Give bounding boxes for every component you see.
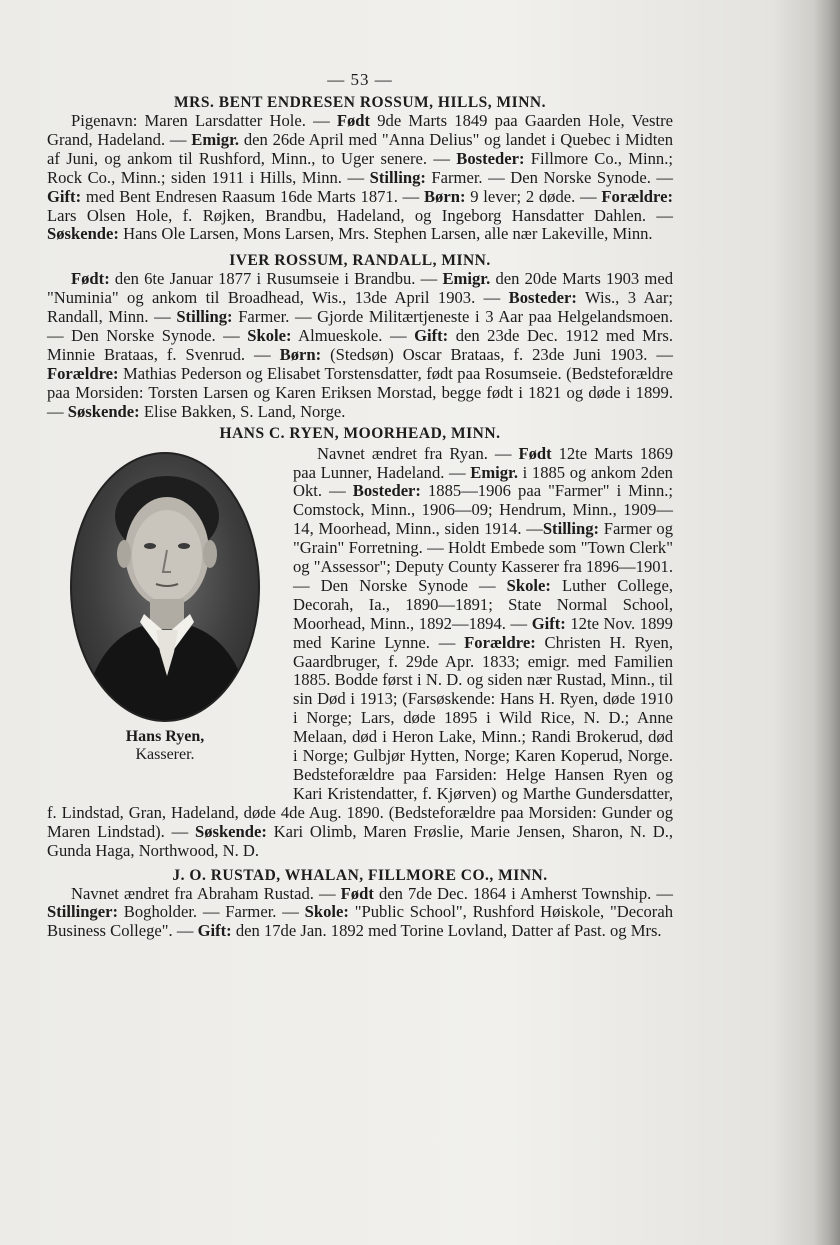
- entry-text-segment: 12te Marts 1869 paa Lunner, Hadeland. —: [293, 443, 673, 482]
- entry-text-segment: den 17de Jan. 1892 med Torine Lovland, Datter af Past. og Mrs.: [231, 921, 662, 941]
- entry-with-photo: [47, 445, 673, 861]
- field-label: Stilling:: [176, 307, 233, 327]
- field-label: Forældre:: [464, 632, 536, 652]
- entry-text: [47, 270, 673, 421]
- field-label: Søskende:: [47, 224, 119, 244]
- entry-text: [47, 112, 673, 244]
- entry-text-segment: i 1885 og ankom 2den Okt. —: [293, 462, 673, 501]
- entry-text-segment: Navnet ændret fra Ryan. —: [317, 443, 519, 463]
- field-label: Gift:: [47, 186, 82, 206]
- portrait-figure: [47, 448, 283, 793]
- field-label: Stilling:: [369, 167, 426, 187]
- field-label: Født: [340, 883, 374, 903]
- entry-text-segment: Wis., 3 Aar; Randall, Minn. —: [47, 288, 674, 327]
- entry-text-segment: (Stedsøn) Oscar Brataas, f. 23de Juni 1903. —: [321, 344, 673, 364]
- entry-text-segment: Mathias Pederson og Elisabet Torstensdatter, født paa Rosumseie. (Bedsteforældre paa Morsiden: Torsten Larsen og Karen Eriksen Morstad, begge født i 1821 og døde i 1899. —: [47, 363, 673, 421]
- entry-text-segment: den 26de April med "Anna Delius" og landet i Quebec i Midten af Juni, og ankom til Rushford, Minn., to Uger senere. —: [47, 129, 673, 168]
- entry-text-segment: Kari Olimb, Maren Frøslie, Marie Jensen, Sharon, N. D., Gunda Haga, Northwood, N. D.: [47, 821, 674, 860]
- entry-heading: J. O. RUSTAD, WHALAN, FILLMORE CO., MINN.: [172, 866, 548, 884]
- entry-text: [47, 885, 673, 942]
- book-binding-shadow: [814, 0, 840, 1245]
- field-label: Bosteder:: [352, 481, 421, 501]
- portrait-illustration: [72, 454, 258, 720]
- entry-text-segment: med Bent Endresen Raasum 16de Marts 1871. —: [81, 186, 424, 206]
- entry-text-segment: Lars Olsen Hole, f. Røjken, Brandbu, Hadeland, og Ingeborg Hansdatter Dahlen. —: [47, 205, 673, 225]
- field-label: Født:: [71, 269, 110, 289]
- photo-caption-name: Hans Ryen,: [125, 727, 205, 745]
- entry-heading: HANS C. RYEN, MOORHEAD, MINN.: [219, 424, 501, 442]
- field-label: Gift:: [414, 326, 449, 346]
- entry-text-segment: den 23de Dec. 1912 med Mrs. Minnie Brataas, f. Svenrud. —: [47, 326, 673, 364]
- entry-text-segment: Luther College, Decorah, Ia., 1890—1891; State Normal School, Moorhead, Minn., 1892—1894. —: [293, 575, 673, 633]
- entry-text-segment: Christen H. Ryen, Gaardbruger, f. 29de Apr. 1833; emigr. med Familien 1885. Bodde først i N. D. og siden nær Rustad, Minn., til sin Død i 1913; (Farsøskende: Hans H. Ryen, døde 1910 i Norge; Lars, døde 1895 i Wild Rice, N. D.; Anne Melaan, død i Heron Lake, Minn.; Randi Brokerud, død i Norge; Gulbjør Hytten, Norge; Karen Koperud, Norge. Bedsteforældre paa Farsiden: Helge Hansen Ryen og Kari Kristendatter, f. Kjørven) og Marthe Gundersdatter, f. Lindstad, Gran, Hadeland, døde 4de Aug. 1890. (Bedsteforældre paa Morsiden: Gunder og Maren Lindstad). —: [47, 632, 673, 841]
- field-label: Stilling:: [542, 519, 600, 539]
- field-label: Gift:: [197, 921, 232, 941]
- field-label: Forældre:: [601, 186, 673, 206]
- entry-text-segment: Pigenavn: Maren Larsdatter Hole. —: [71, 111, 337, 130]
- entry-text-segment: 9de Marts 1849 paa Gaarden Hole, Vestre Grand, Hadeland. —: [47, 111, 673, 149]
- entry-text-segment: Almueskole. —: [291, 326, 415, 346]
- field-label: Stillinger:: [47, 902, 118, 922]
- field-label: Skole:: [506, 575, 551, 595]
- field-label: Forældre:: [47, 363, 119, 383]
- field-label: Børn:: [423, 186, 466, 206]
- field-label: Bosteder:: [456, 148, 525, 168]
- field-label: Emigr.: [191, 129, 240, 149]
- entry-text-segment: den 20de Marts 1903 med "Numinia" og ankom til Broadhead, Wis., 13de April 1903. —: [47, 269, 673, 308]
- entry-text-segment: 12te Nov. 1899 med Karine Lynne. —: [293, 613, 673, 652]
- photo-caption-title: Kasserer.: [135, 745, 195, 763]
- field-label: Skole:: [247, 326, 292, 346]
- entry-text-segment: Farmer. — Gjorde Militærtjeneste i 3 Aar paa Helgelandsmoen. — Den Norske Synode. —: [47, 307, 673, 346]
- entry-text-segment: "Public School", Rushford Høiskole, "Decorah Business College". —: [47, 902, 673, 941]
- portrait-photo: [70, 452, 260, 722]
- field-label: Skole:: [304, 902, 349, 922]
- field-label: Emigr.: [442, 269, 491, 289]
- field-label: Søskende:: [67, 401, 140, 421]
- entry-heading: MRS. BENT ENDRESEN ROSSUM, HILLS, MINN.: [174, 94, 546, 111]
- entry-text-segment: Navnet ændret fra Abraham Rustad. —: [71, 883, 341, 903]
- page-number: — 53 —: [327, 70, 393, 89]
- entry-text-segment: Farmer og "Grain" Forretning. — Holdt Embede som "Town Clerk" og "Assessor"; Deputy County Kasserer fra 1896—1901. — Den Norske Synode —: [293, 519, 673, 595]
- entry-text-segment: Hans Ole Larsen, Mons Larsen, Mrs. Stephen Larsen, alle nær Lakeville, Minn.: [118, 224, 653, 244]
- entry-text-segment: Bogholder. — Farmer. —: [117, 902, 305, 922]
- field-label: Emigr.: [470, 462, 519, 482]
- field-label: Født: [336, 111, 371, 130]
- entry-heading: IVER ROSSUM, RANDALL, MINN.: [229, 252, 491, 270]
- field-label: Gift:: [531, 613, 566, 633]
- field-label: Søskende:: [194, 821, 267, 841]
- page-content: [47, 70, 673, 941]
- entry-text-segment: Farmer. — Den Norske Synode. —: [425, 167, 673, 187]
- field-label: Børn:: [279, 344, 322, 364]
- entry-text-segment: den 6te Januar 1877 i Rusumseie i Brandbu. —: [109, 269, 443, 289]
- entry-text-segment: Elise Bakken, S. Land, Norge.: [139, 401, 346, 421]
- field-label: Født: [518, 443, 552, 463]
- entry-text-segment: 9 lever; 2 døde. —: [465, 186, 602, 206]
- field-label: Bosteder:: [508, 288, 577, 308]
- entry-text-segment: den 7de Dec. 1864 i Amherst Township. —: [373, 883, 673, 903]
- entry-text-segment: 1885—1906 paa "Farmer" i Minn.; Comstock, Minn., 1906—09; Hendrum, Minn., 1909—14, Moorhead, Minn., siden 1914. —: [293, 481, 674, 539]
- entry-text-segment: Fillmore Co., Minn.; Rock Co., Minn.; siden 1911 i Hills, Minn. —: [47, 148, 673, 187]
